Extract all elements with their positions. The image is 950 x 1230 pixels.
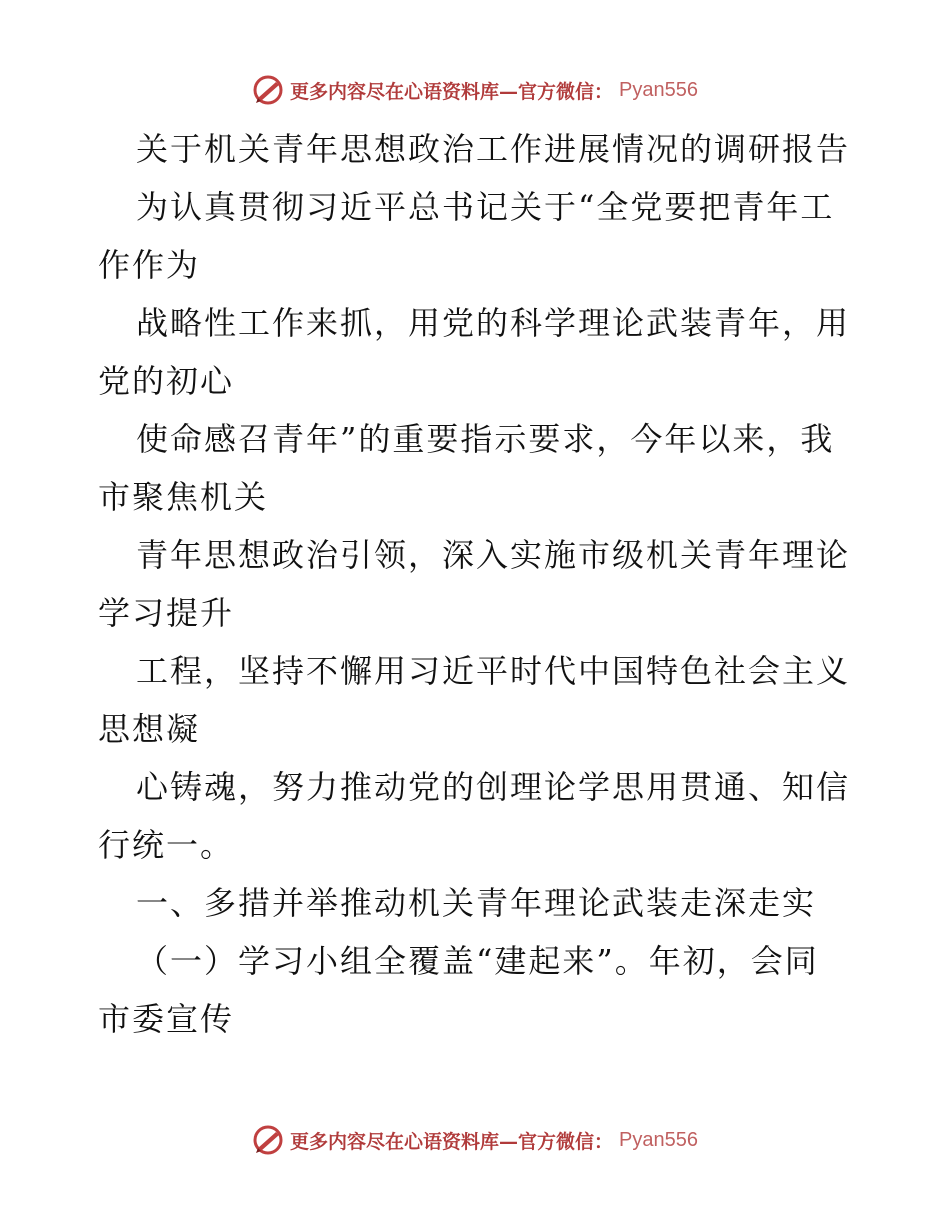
- paragraph-line: 战略性工作来抓，用党的科学理论武装青年，用: [136, 304, 851, 342]
- watermark-footer: [0, 1122, 950, 1158]
- watermark-header: [0, 72, 950, 108]
- paragraph-line: 青年思想政治引领，深入实施市级机关青年理论: [136, 536, 851, 574]
- watermark-wechat-id: Pyan556: [619, 78, 698, 101]
- document-title: 关于机关青年思想政治工作进展情况的调研报告: [136, 130, 851, 168]
- paragraph-line: 市委宣传: [98, 1000, 235, 1038]
- paragraph-line: 行统一。: [98, 826, 235, 864]
- paragraph-line: 心铸魂，努力推动党的创理论学思用贯通、知信: [136, 768, 851, 806]
- paragraph-line: 使命感召青年”的重要指示要求，今年以来，我: [136, 420, 835, 458]
- subsection-heading: （一）学习小组全覆盖“建起来”。年初，会同: [136, 942, 819, 980]
- paragraph-line: 工程，坚持不懈用习近平时代中国特色社会主义: [136, 652, 851, 690]
- paragraph-line: 为认真贯彻习近平总书记关于“全党要把青年工: [136, 188, 835, 226]
- paragraph-line: 作作为: [98, 246, 201, 284]
- paragraph-line: 思想凝: [98, 710, 201, 748]
- paragraph-line: 市聚焦机关: [98, 478, 269, 516]
- pen-logo-icon: [252, 1124, 284, 1156]
- section-heading: 一、多措并举推动机关青年理论武装走深走实: [136, 884, 817, 922]
- watermark-wechat-id: Pyan556: [619, 1128, 698, 1151]
- paragraph-line: 党的初心: [98, 362, 235, 400]
- document-body: [98, 120, 858, 1048]
- watermark-text: 更多内容尽在心语资料库—官方微信：: [290, 1130, 614, 1153]
- watermark-text: 更多内容尽在心语资料库—官方微信：: [290, 80, 614, 103]
- pen-logo-icon: [252, 74, 284, 106]
- paragraph-line: 学习提升: [98, 594, 235, 632]
